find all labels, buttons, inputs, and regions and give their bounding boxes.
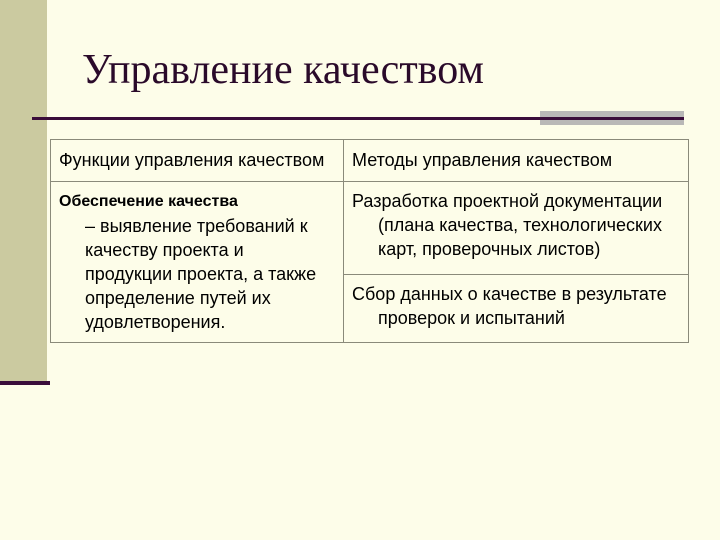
function-cell [51,182,344,343]
title-underline-accent-line [540,117,684,120]
header-methods-label: Методы управления качеством [352,150,613,170]
function-heading: Обеспечение качества [59,193,238,210]
method-item: Сбор данных о качестве в результате проверок и испытаний [352,284,667,329]
method-cell [344,182,689,275]
header-functions-label: Функции управления качеством [59,150,325,170]
slide-title: Управление качеством [82,47,484,93]
header-cell-functions [51,140,344,182]
table-header-row [51,140,689,182]
decorative-side-bar [0,0,47,385]
quality-management-table [50,139,689,343]
decorative-side-rule [0,381,50,385]
function-description: – выявление требований к качеству проекта и продукции проекта, а также определение путей их удовлетворения. [85,216,317,332]
table-row [51,182,689,275]
method-cell [344,275,689,343]
header-cell-methods [344,140,689,182]
method-item: Разработка проектной документации (плана качества, технологических карт, проверочных листов) [352,191,663,259]
